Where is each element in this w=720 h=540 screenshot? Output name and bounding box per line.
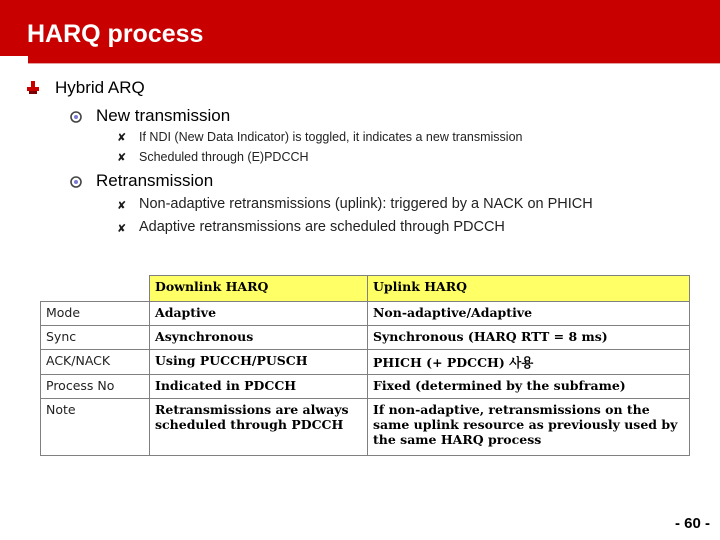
row-label: ACK/NACK xyxy=(41,350,150,375)
row-label: Process No xyxy=(41,375,150,399)
table-row xyxy=(41,399,690,456)
downlink-cell: Using PUCCH/PUSCH xyxy=(150,350,368,375)
uplink-cell: PHICH (+ PDCCH) 사용 xyxy=(368,350,690,375)
table-row xyxy=(41,326,690,350)
sub-bullet-adaptive: Adaptive retransmissions are scheduled through PDCCH xyxy=(139,219,505,235)
column-header-downlink: Downlink HARQ xyxy=(150,276,368,302)
uplink-cell: Fixed (determined by the subframe) xyxy=(368,375,690,399)
table-header-row xyxy=(41,276,690,302)
title-bar-stripe xyxy=(28,63,720,73)
table-row xyxy=(41,350,690,375)
divider-line xyxy=(28,63,720,64)
downlink-cell: Adaptive xyxy=(150,302,368,326)
table-header-blank xyxy=(41,276,150,302)
red-block-bullet-icon xyxy=(27,81,39,95)
downlink-cell: Retransmissions are always scheduled through PDCCH xyxy=(150,399,368,456)
row-label: Mode xyxy=(41,302,150,326)
bullet-retransmission: Retransmission xyxy=(96,171,214,190)
ring-bullet-icon xyxy=(70,111,82,123)
sub-bullet-non-adaptive: Non-adaptive retransmissions (uplink): triggered by a NACK on PHICH xyxy=(139,196,593,212)
sub-bullet-scheduled: Scheduled through (E)PDCCH xyxy=(139,150,309,164)
uplink-cell: If non-adaptive, retransmissions on the same uplink resource as previously used by the same HARQ process xyxy=(368,399,690,456)
x-mark-bullet-icon: ✘ xyxy=(117,222,127,235)
x-mark-bullet-icon: ✘ xyxy=(117,131,127,144)
harq-comparison-table xyxy=(40,275,690,456)
x-mark-bullet-icon: ✘ xyxy=(117,199,127,212)
bullet-hybrid-arq: Hybrid ARQ xyxy=(55,78,145,97)
page-number: - 60 - xyxy=(674,515,710,532)
bullet-new-transmission: New transmission xyxy=(96,106,231,125)
x-mark-bullet-icon: ✘ xyxy=(117,151,127,164)
table-row xyxy=(41,375,690,399)
downlink-cell: Indicated in PDCCH xyxy=(150,375,368,399)
title-bar-notch xyxy=(0,56,28,73)
page-title: HARQ process xyxy=(27,20,204,48)
row-label: Sync xyxy=(41,326,150,350)
downlink-cell: Asynchronous xyxy=(150,326,368,350)
ring-bullet-icon xyxy=(70,176,82,188)
uplink-cell: Non-adaptive/Adaptive xyxy=(368,302,690,326)
uplink-cell: Synchronous (HARQ RTT = 8 ms) xyxy=(368,326,690,350)
row-label: Note xyxy=(41,399,150,456)
table-row xyxy=(41,302,690,326)
column-header-uplink: Uplink HARQ xyxy=(368,276,690,302)
sub-bullet-ndi: If NDI (New Data Indicator) is toggled, it indicates a new transmission xyxy=(139,130,523,144)
